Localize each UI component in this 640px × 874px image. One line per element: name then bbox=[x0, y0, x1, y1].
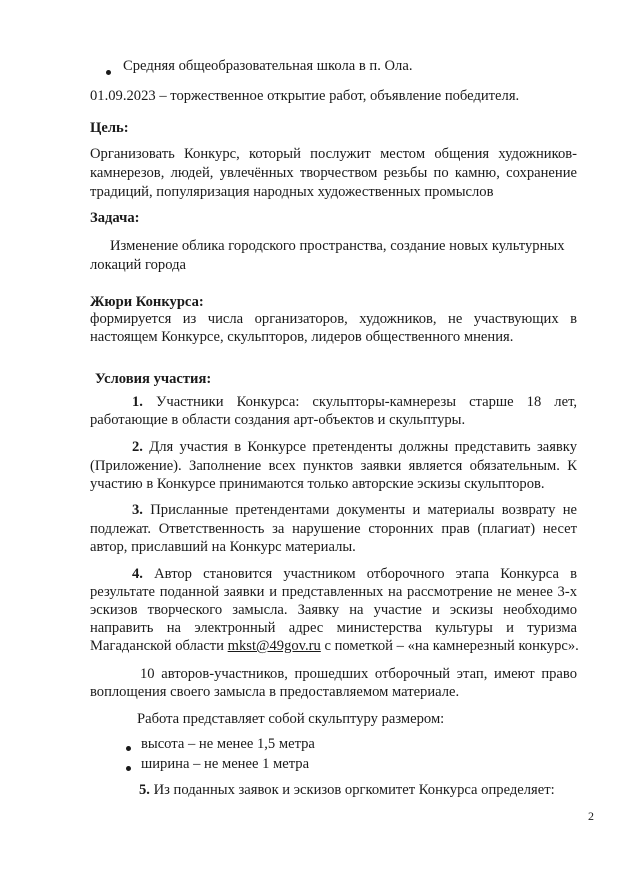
item5-number: 5. bbox=[139, 782, 150, 798]
bullet-icon bbox=[126, 746, 131, 751]
bullet-icon bbox=[106, 70, 111, 75]
item2-line-2: (Приложение). Заполнение всех пунктов заявки является обязательным. К bbox=[90, 458, 577, 474]
item1-number: 1. bbox=[132, 394, 143, 410]
item3-line-2: подлежат. Ответственность за нарушение сторонних прав (плагиат) несет bbox=[90, 521, 577, 537]
conditions-heading: Условия участия: bbox=[95, 371, 212, 387]
item4-line-5 bbox=[90, 638, 579, 655]
goal-line-2: камнерезов, людей, увлечённых творчеством резьбы по камню, сохранение bbox=[90, 165, 577, 181]
item2-line-3: участию в Конкурсе принимаются только авторские эскизы скульпторов. bbox=[90, 476, 545, 492]
bullet-icon bbox=[126, 766, 131, 771]
task-heading: Задача: bbox=[90, 210, 140, 226]
para10-line-1: 10 авторов-участников, прошедших отборочный этап, имеют право bbox=[140, 666, 577, 682]
item5-line bbox=[139, 782, 555, 799]
item4-line5-pre: Магаданской области bbox=[90, 638, 228, 654]
item1-line-1 bbox=[132, 394, 577, 411]
goal-line-3: традиций, популяризация народных художественных промыслов bbox=[90, 184, 494, 200]
item4-text: Автор становится участником отборочного этапа Конкурса в bbox=[154, 566, 577, 582]
size-intro: Работа представляет собой скульптуру размером: bbox=[137, 711, 445, 727]
size-height: высота – не менее 1,5 метра bbox=[141, 736, 315, 752]
item4-line-4: направить на электронный адрес министерства культуры и туризма bbox=[90, 620, 577, 636]
item3-text: Присланные претендентами документы и материалы возврату не bbox=[150, 502, 577, 518]
item4-line-2: результате поданной заявки и представленных на рассмотрение не менее 3-х bbox=[90, 584, 577, 600]
email-link[interactable]: mkst@49gov.ru bbox=[227, 638, 321, 654]
school-line: Средняя общеобразовательная школа в п. Ола. bbox=[123, 58, 413, 74]
item3-line-3: автор, приславший на Конкурс материалы. bbox=[90, 539, 356, 555]
page-number: 2 bbox=[588, 809, 594, 823]
goal-line-1: Организовать Конкурс, который послужит местом общения художников- bbox=[90, 146, 577, 162]
item1-line-2: работающие в области создания арт-объектов и скульптуры. bbox=[90, 412, 466, 428]
item4-line-3: эскизов творческого замысла. Заявку на участие и эскизы необходимо bbox=[90, 602, 577, 618]
item4-line-1 bbox=[132, 566, 577, 583]
jury-line-1: формируется из числа организаторов, художников, не участвующих в bbox=[90, 311, 577, 327]
item4-line5-post: с пометкой – «на камнерезный конкурс». bbox=[320, 638, 579, 654]
item3-number: 3. bbox=[132, 502, 143, 518]
item2-number: 2. bbox=[132, 439, 143, 455]
para10-line-2: воплощения своего замысла в предоставляемом материале. bbox=[90, 684, 460, 700]
item2-text: Для участия в Конкурсе претенденты должны представить заявку bbox=[149, 439, 577, 455]
jury-heading: Жюри Конкурса: bbox=[90, 294, 204, 310]
size-width: ширина – не менее 1 метра bbox=[141, 756, 310, 772]
item3-line-1 bbox=[132, 502, 577, 519]
item5-text: Из поданных заявок и эскизов оргкомитет Конкурса определяет: bbox=[153, 782, 555, 798]
item2-line-1 bbox=[132, 439, 577, 456]
task-line-1: Изменение облика городского пространства, создание новых культурных bbox=[110, 238, 565, 254]
item1-text: Участники Конкурса: скульпторы-камнерезы старше 18 лет, bbox=[156, 394, 577, 410]
goal-heading: Цель: bbox=[90, 120, 129, 136]
item4-number: 4. bbox=[132, 566, 143, 582]
task-line-2: локаций города bbox=[90, 257, 186, 273]
date-line: 01.09.2023 – торжественное открытие работ, объявление победителя. bbox=[90, 88, 520, 104]
jury-line-2: настоящем Конкурсе, скульпторов, лидеров общественного мнения. bbox=[90, 329, 514, 345]
